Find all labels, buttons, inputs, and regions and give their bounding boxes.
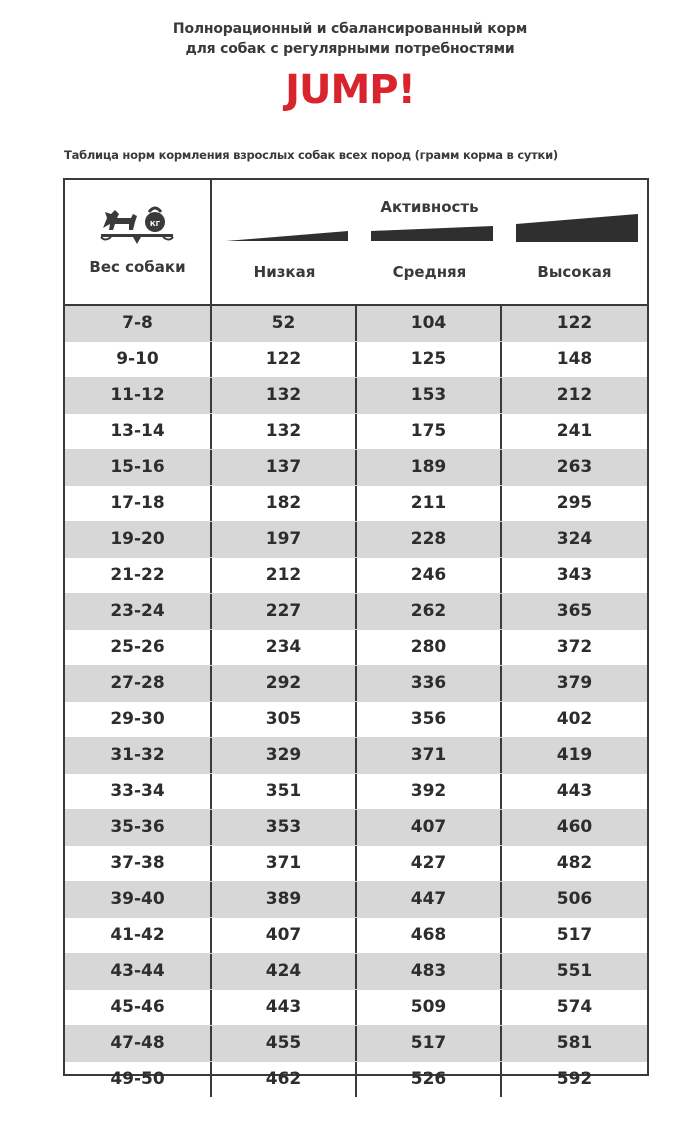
low-activity-cell: 137 — [212, 450, 357, 485]
weight-cell: 27-28 — [65, 666, 212, 701]
weight-cell: 19-20 — [65, 522, 212, 557]
low-activity-cell: 329 — [212, 738, 357, 773]
mid-activity-cell: 356 — [357, 702, 502, 737]
mid-activity-cell: 189 — [357, 450, 502, 485]
low-activity-cell: 351 — [212, 774, 357, 809]
mid-activity-cell: 336 — [357, 666, 502, 701]
level-mid-label: Средняя — [392, 263, 467, 281]
weight-cell: 33-34 — [65, 774, 212, 809]
mid-activity-cell: 509 — [357, 990, 502, 1025]
mid-activity-cell: 407 — [357, 810, 502, 845]
weight-cell: 17-18 — [65, 486, 212, 521]
low-activity-cell: 424 — [212, 954, 357, 989]
high-activity-cell: 551 — [556, 961, 593, 981]
table-row — [65, 809, 647, 845]
mid-activity-cell: 153 — [357, 378, 502, 413]
brand-logo: JUMP! — [285, 67, 415, 113]
high-activity-cell: 443 — [556, 781, 593, 801]
header-line-1: Полнорационный и сбалансированный корм — [172, 21, 528, 37]
high-activity-cell: 581 — [556, 1033, 593, 1053]
dog-scale-icon — [97, 202, 177, 254]
mid-activity-cell: 228 — [357, 522, 502, 557]
low-activity-cell: 132 — [212, 378, 357, 413]
mid-activity-cell: 392 — [357, 774, 502, 809]
table-row — [65, 449, 647, 485]
high-activity-cell: 517 — [556, 925, 593, 945]
mid-activity-cell: 526 — [357, 1062, 502, 1097]
high-activity-cell: 592 — [556, 1069, 593, 1089]
high-activity-cell: 482 — [556, 853, 593, 873]
table-row — [65, 521, 647, 557]
weight-header-label: Вес собаки — [89, 258, 186, 276]
high-activity-cell: 574 — [556, 997, 593, 1017]
mid-activity-cell: 246 — [357, 558, 502, 593]
level-low-cell — [212, 220, 357, 304]
high-activity-cell: 402 — [556, 709, 593, 729]
high-activity-cell: 419 — [556, 745, 593, 765]
svg-text:КГ: КГ — [149, 220, 161, 228]
table-row — [65, 989, 647, 1025]
table-row — [65, 341, 647, 377]
weight-cell: 29-30 — [65, 702, 212, 737]
table-row — [65, 665, 647, 701]
mid-activity-cell: 468 — [357, 918, 502, 953]
low-activity-cell: 132 — [212, 414, 357, 449]
table-row — [65, 737, 647, 773]
table-row — [65, 557, 647, 593]
low-activity-cell: 197 — [212, 522, 357, 557]
low-activity-cell: 227 — [212, 594, 357, 629]
low-activity-cell: 443 — [212, 990, 357, 1025]
weight-cell: 25-26 — [65, 630, 212, 665]
low-activity-cell: 234 — [212, 630, 357, 665]
table-row — [65, 1061, 647, 1097]
table-row — [65, 845, 647, 881]
table-row — [65, 953, 647, 989]
weight-cell: 31-32 — [65, 738, 212, 773]
weight-cell: 7-8 — [65, 306, 212, 341]
table-row — [65, 377, 647, 413]
table-row — [65, 881, 647, 917]
weight-cell: 41-42 — [65, 918, 212, 953]
weight-cell: 45-46 — [65, 990, 212, 1025]
high-activity-cell: 263 — [556, 457, 593, 477]
high-activity-cell: 241 — [556, 421, 593, 441]
weight-cell: 35-36 — [65, 810, 212, 845]
low-activity-cell: 305 — [212, 702, 357, 737]
table-body — [65, 306, 647, 1097]
low-activity-cell: 52 — [212, 306, 357, 341]
weight-cell: 47-48 — [65, 1026, 212, 1061]
low-activity-cell: 462 — [212, 1062, 357, 1097]
table-row — [65, 485, 647, 521]
high-activity-cell: 365 — [556, 601, 593, 621]
weight-cell: 11-12 — [65, 378, 212, 413]
high-activity-cell: 343 — [556, 565, 593, 585]
mid-activity-cell: 175 — [357, 414, 502, 449]
high-activity-cell: 324 — [556, 529, 593, 549]
weight-cell: 43-44 — [65, 954, 212, 989]
table-row — [65, 1025, 647, 1061]
feeding-table — [63, 178, 649, 1089]
weight-cell: 13-14 — [65, 414, 212, 449]
activity-high-wedge-icon — [516, 210, 638, 244]
low-activity-cell: 407 — [212, 918, 357, 953]
table-header — [65, 180, 647, 306]
activity-low-wedge-icon — [226, 223, 348, 243]
low-activity-cell: 353 — [212, 810, 357, 845]
low-activity-cell: 389 — [212, 882, 357, 917]
table-row — [65, 773, 647, 809]
table-row — [65, 413, 647, 449]
table-row — [65, 593, 647, 629]
table-row — [65, 701, 647, 737]
table-subtitle: Таблица норм кормления взрослых собак всех пород (грамм корма в сутки) — [64, 148, 558, 162]
weight-cell: 21-22 — [65, 558, 212, 593]
weight-cell: 39-40 — [65, 882, 212, 917]
table-row — [65, 629, 647, 665]
mid-activity-cell: 447 — [357, 882, 502, 917]
mid-activity-cell: 125 — [357, 342, 502, 377]
table-row — [65, 306, 647, 341]
table-row — [65, 917, 647, 953]
mid-activity-cell: 280 — [357, 630, 502, 665]
low-activity-cell: 182 — [212, 486, 357, 521]
high-activity-cell: 148 — [556, 349, 593, 369]
mid-activity-cell: 427 — [357, 846, 502, 881]
activity-mid-wedge-icon — [371, 223, 493, 243]
high-activity-cell: 460 — [556, 817, 593, 837]
low-activity-cell: 122 — [212, 342, 357, 377]
mid-activity-cell: 104 — [357, 306, 502, 341]
high-activity-cell: 372 — [556, 637, 593, 657]
high-activity-cell: 379 — [556, 673, 593, 693]
weight-cell: 37-38 — [65, 846, 212, 881]
low-activity-cell: 371 — [212, 846, 357, 881]
weight-cell: 23-24 — [65, 594, 212, 629]
high-activity-cell: 295 — [556, 493, 593, 513]
high-activity-cell: 212 — [556, 385, 593, 405]
high-activity-cell: 122 — [556, 313, 593, 333]
low-activity-cell: 292 — [212, 666, 357, 701]
low-activity-cell: 455 — [212, 1026, 357, 1061]
weight-cell: 9-10 — [65, 342, 212, 377]
mid-activity-cell: 211 — [357, 486, 502, 521]
mid-activity-cell: 371 — [357, 738, 502, 773]
mid-activity-cell: 517 — [357, 1026, 502, 1061]
header-line-2: для собак с регулярными потребностями — [185, 41, 515, 57]
weight-cell: 49-50 — [65, 1062, 212, 1097]
level-high-label: Высокая — [537, 263, 612, 281]
low-activity-cell: 212 — [212, 558, 357, 593]
mid-activity-cell: 262 — [357, 594, 502, 629]
weight-header-cell — [65, 180, 212, 304]
activity-header-label: Активность — [380, 198, 479, 216]
level-low-label: Низкая — [253, 263, 316, 281]
weight-cell: 15-16 — [65, 450, 212, 485]
mid-activity-cell: 483 — [357, 954, 502, 989]
level-high-cell — [502, 220, 647, 304]
level-mid-cell — [357, 220, 502, 304]
high-activity-cell: 506 — [556, 889, 593, 909]
